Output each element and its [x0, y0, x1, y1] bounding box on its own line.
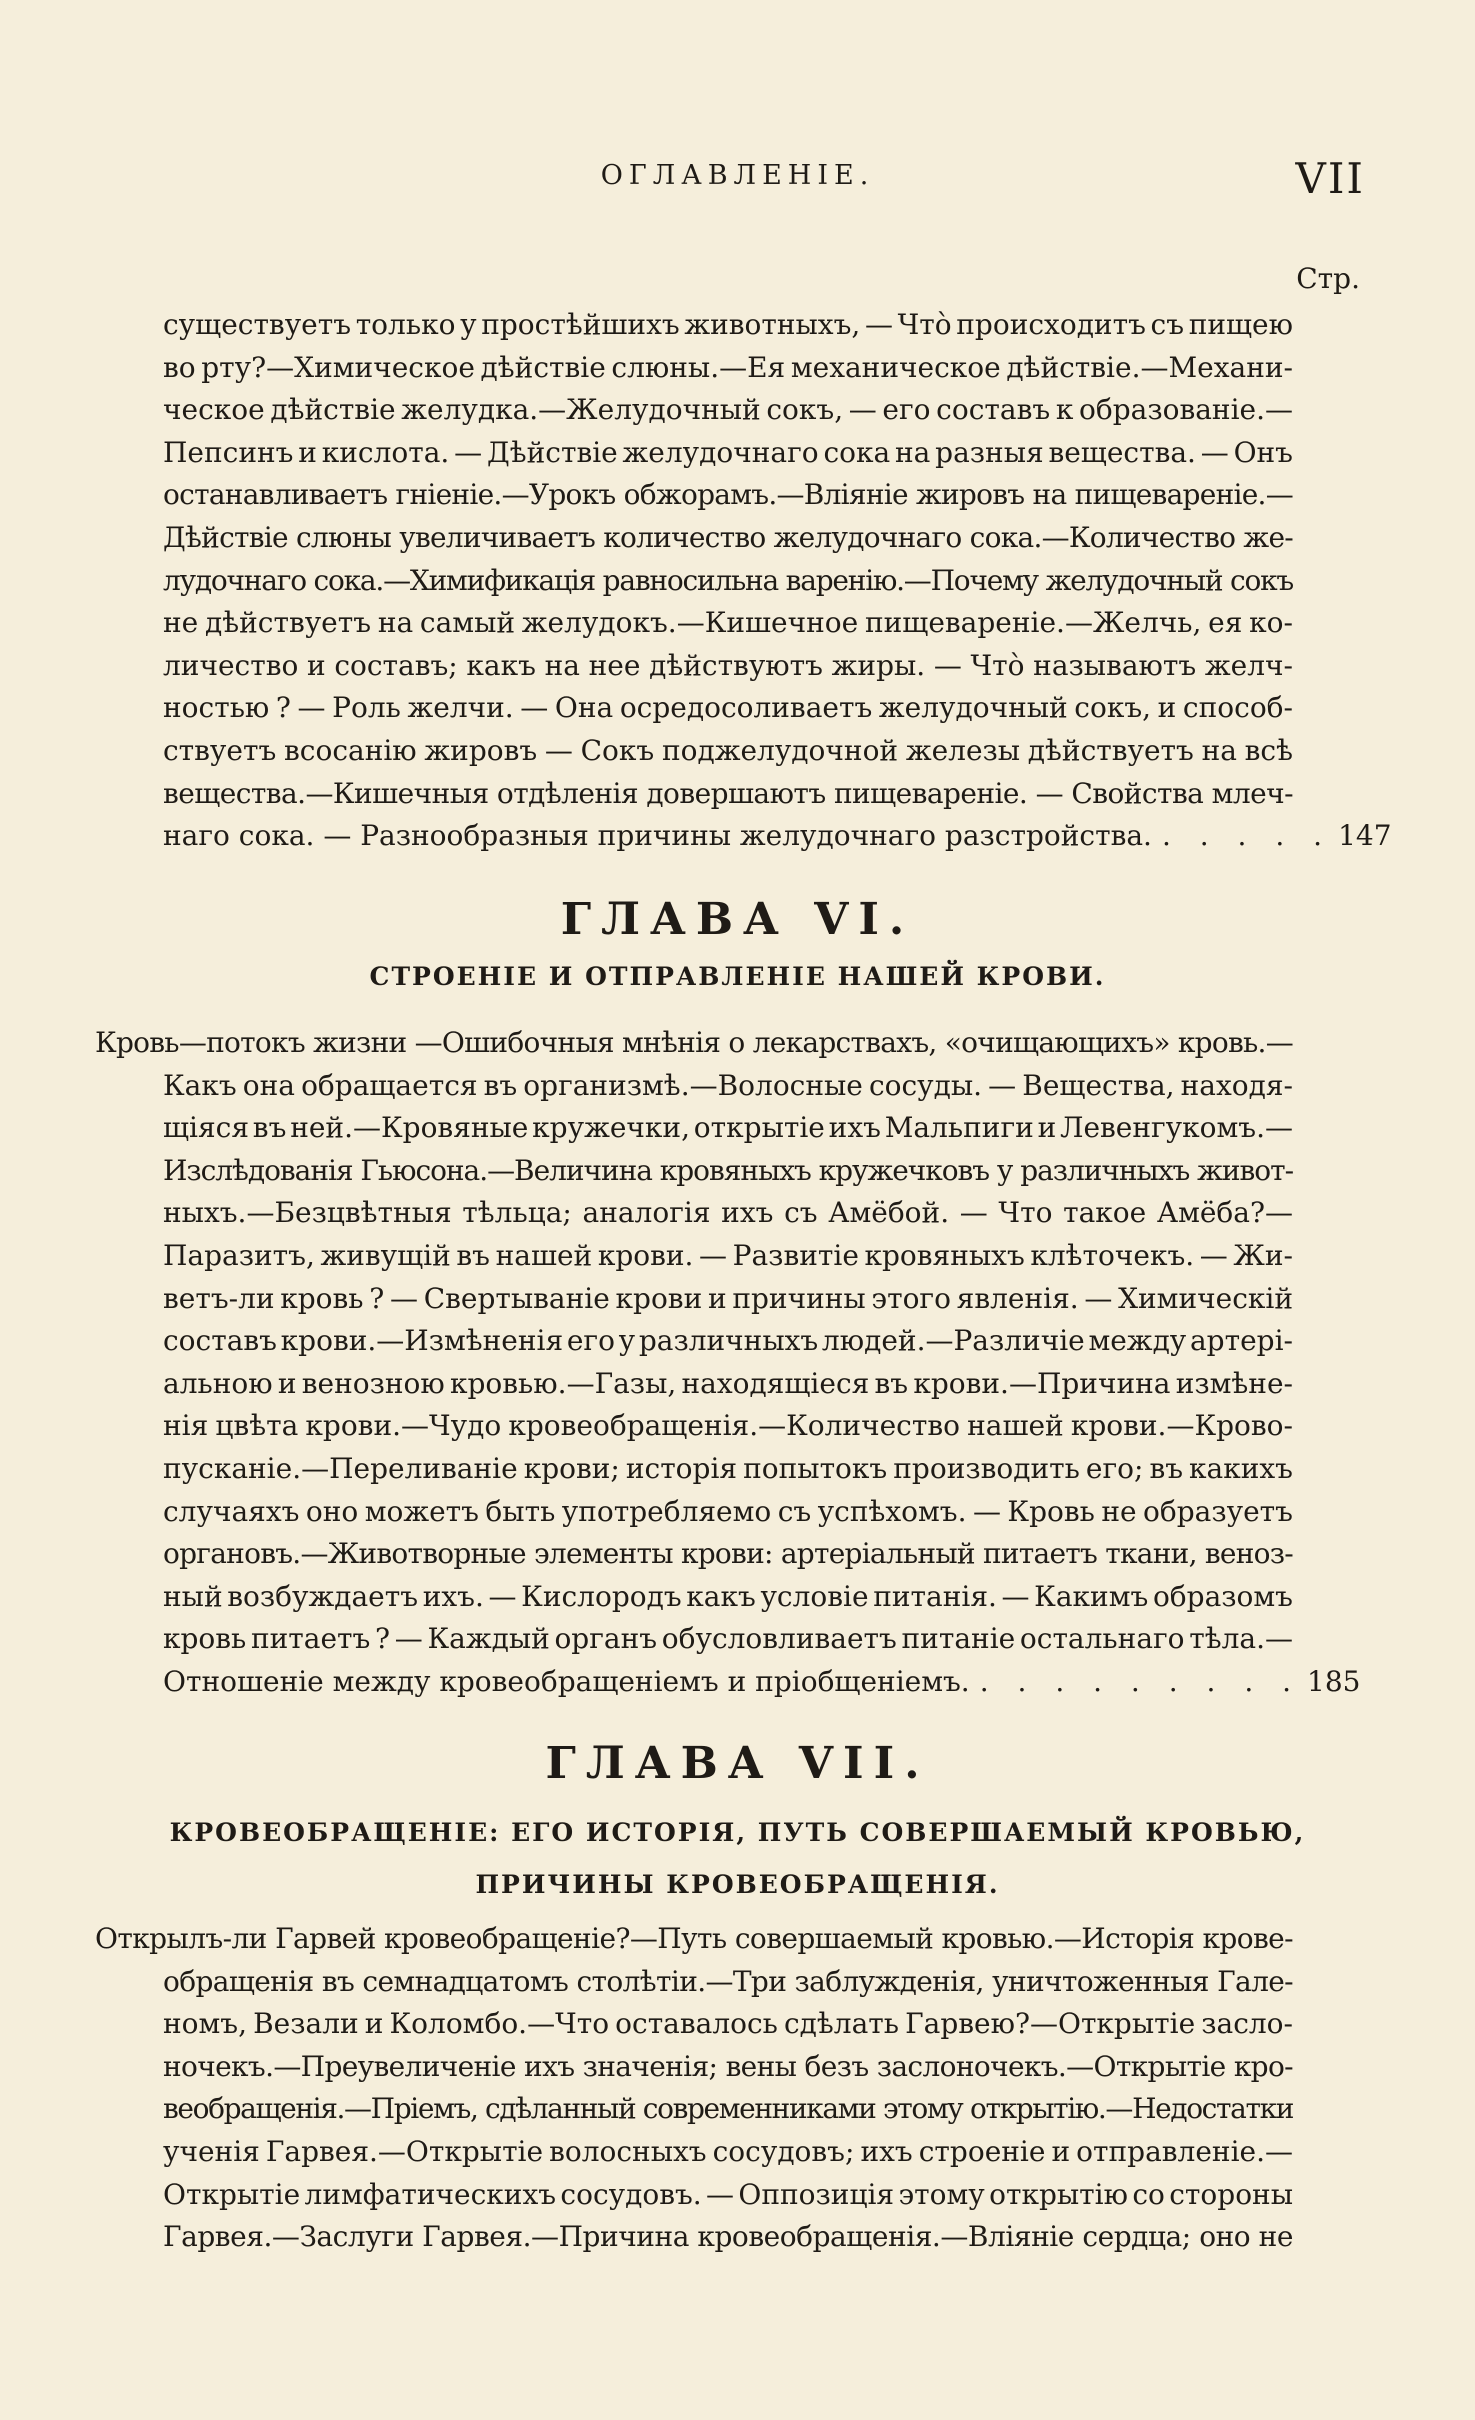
entry-line: во рту?—Химическое дѣйствіе слюны.—Ея механическое дѣйствіе.—Механи-: [163, 350, 1293, 384]
chapter-7-subtitle-line-1: КРОВЕОБРАЩЕНІЕ: ЕГО ИСТОРІЯ, ПУТЬ СОВЕРШАЕМЫЙ КРОВЬЮ,: [169, 1818, 1306, 1847]
entry-line: ный возбуждаетъ ихъ. — Кислородъ какъ условіе питанія. — Какимъ образомъ: [163, 1579, 1293, 1613]
entry-last-text: наго сока. — Разнообразныя причины желудочнаго разстройства.: [163, 819, 1152, 853]
entry-line: кровь питаетъ ? — Каждый органъ обусловливаетъ питаніе остальнаго тѣла.—: [163, 1622, 1293, 1656]
entry-last-text: Отношеніе между кровеобращеніемъ и пріобщеніемъ.: [163, 1664, 970, 1698]
entry-line: ческое дѣйствіе желудка.—Желудочный сокъ, — его составъ к образованіе.—: [163, 393, 1293, 427]
entry-line: ностью ? — Роль желчи. — Она осредосоливаетъ желудочный сокъ, и способ-: [163, 691, 1293, 725]
entry-line: Гарвея.—Заслуги Гарвея.—Причина кровеобращенія.—Вліяніе сердца; оно не: [163, 2220, 1293, 2254]
entry-line: Пепсинъ и кислота. — Дѣйствіе желудочнаго сока на разныя вещества. — Онъ: [163, 435, 1293, 469]
entry-line: не дѣйствуетъ на самый желудокъ.—Кишечное пищевареніе.—Желчь, ея ко-: [163, 606, 1293, 640]
entry-line: случаяхъ оно можетъ быть употребляемо съ успѣхомъ. — Кровь не образуетъ: [163, 1494, 1293, 1528]
page-number: VII: [1295, 154, 1365, 203]
entry-line: веобращенія.—Пріемъ, сдѣланный современниками этому открытію.—Недостатки: [163, 2092, 1293, 2126]
entry-line: останавливаетъ гніеніе.—Урокъ обжорамъ.—Вліяніе жировъ на пищевареніе.—: [163, 478, 1293, 512]
running-title: ОГЛАВЛЕНІЕ.: [600, 160, 875, 191]
entry-line: составъ крови.—Измѣненія его у различныхъ людей.—Различіе между артері-: [163, 1324, 1293, 1358]
chapter-7-heading: ГЛАВА VII.: [545, 1738, 930, 1789]
entry-first-line: Кровь—потокъ жизни —Ошибочныя мнѣнія о лекарствахъ, «очищающихъ» кровь.—: [95, 1026, 1293, 1059]
entry-line: личество и составъ; какъ на нее дѣйствуютъ жиры. — Что̀ называютъ желч-: [163, 648, 1293, 682]
entry-line: щіяся въ ней.—Кровяные кружечки, открытіе ихъ Мальпиги и Левенгукомъ.—: [163, 1111, 1293, 1145]
entry-line: пусканіе.—Переливаніе крови; исторія попытокъ производить его; въ какихъ: [163, 1451, 1293, 1485]
chapter-6-heading: ГЛАВА VI.: [560, 894, 915, 945]
toc-entry-chapter-5-continuation: [163, 304, 1392, 858]
running-head: [0, 154, 1475, 210]
entry-last-line: [95, 1661, 1361, 1704]
page-column-label: Стр.: [1296, 262, 1360, 295]
leader-dots: . . . . .: [1161, 819, 1333, 853]
entry-line: вещества.—Кишечныя отдѣленія довершаютъ пищевареніе. — Свойства млеч-: [163, 776, 1293, 810]
toc-entry-chapter-7: [95, 1918, 1293, 2259]
entry-line: лудочнаго сока.—Химификація равносильна варенію.—Почему желудочный сокъ: [163, 563, 1293, 597]
entry-line: ученія Гарвея.—Открытіе волосныхъ сосудовъ; ихъ строеніе и отправленіе.—: [163, 2134, 1293, 2168]
entry-line: Паразитъ, живущій въ нашей крови. — Развитіе кровяныхъ клѣточекъ. — Жи-: [163, 1238, 1293, 1272]
entry-line: ныхъ.—Безцвѣтныя тѣльца; аналогія ихъ съ Амёбой. — Что такое Амёба?—: [163, 1196, 1293, 1230]
entry-line: ночекъ.—Преувеличеніе ихъ значенія; вены безъ заслоночекъ.—Открытіе кро-: [163, 2049, 1293, 2083]
entry-line: Открытіе лимфатическихъ сосудовъ. — Оппозиція этому открытію со стороны: [163, 2177, 1293, 2211]
entry-line: органовъ.—Животворные элементы крови: артеріальный питаетъ ткани, веноз-: [163, 1537, 1293, 1571]
entry-line: Дѣйствіе слюны увеличиваетъ количество желудочнаго сока.—Количество же-: [163, 520, 1293, 554]
entry-line: ствуетъ всосанію жировъ — Сокъ поджелудочной железы дѣйствуетъ на всѣ: [163, 733, 1293, 767]
toc-entry-chapter-6: [95, 1022, 1361, 1704]
entry-line: альною и венозною кровью.—Газы, находящіеся въ крови.—Причина измѣне-: [163, 1366, 1293, 1400]
chapter-7-subtitle-line-2: ПРИЧИНЫ КРОВЕОБРАЩЕНІЯ.: [475, 1870, 1000, 1899]
entry-last-line: [163, 815, 1392, 858]
entry-line: ветъ-ли кровь ? — Свертываніе крови и причины этого явленія. — Химическій: [163, 1281, 1293, 1315]
entry-line: номъ, Везали и Коломбо.—Что оставалось сдѣлать Гарвею?—Открытіе засло-: [163, 2007, 1293, 2041]
entry-page-number: 185: [1307, 1664, 1361, 1698]
leader-dots: . . . . . . . . .: [979, 1664, 1302, 1698]
chapter-6-subtitle: СТРОЕНІЕ И ОТПРАВЛЕНІЕ НАШЕЙ КРОВИ.: [369, 962, 1106, 991]
entry-line: Какъ она обращается въ организмѣ.—Волосные сосуды. — Вещества, находя-: [163, 1068, 1293, 1102]
entry-line: обращенія въ семнадцатомъ столѣтіи.—Три заблужденія, уничтоженныя Гале-: [163, 1964, 1294, 1998]
entry-line: нія цвѣта крови.—Чудо кровеобращенія.—Количество нашей крови.—Крово-: [163, 1409, 1293, 1443]
entry-line: Изслѣдованія Гьюсона.—Величина кровяныхъ кружечковъ у различныхъ живот-: [163, 1153, 1293, 1187]
entry-page-number: 147: [1338, 819, 1392, 853]
entry-first-line: Открылъ-ли Гарвей кровеобращеніе?—Путь совершаемый кровью.—Исторія крове-: [95, 1922, 1293, 1955]
entry-line: существуетъ только у простѣйшихъ животныхъ, — Что̀ происходитъ съ пищею: [163, 308, 1293, 341]
